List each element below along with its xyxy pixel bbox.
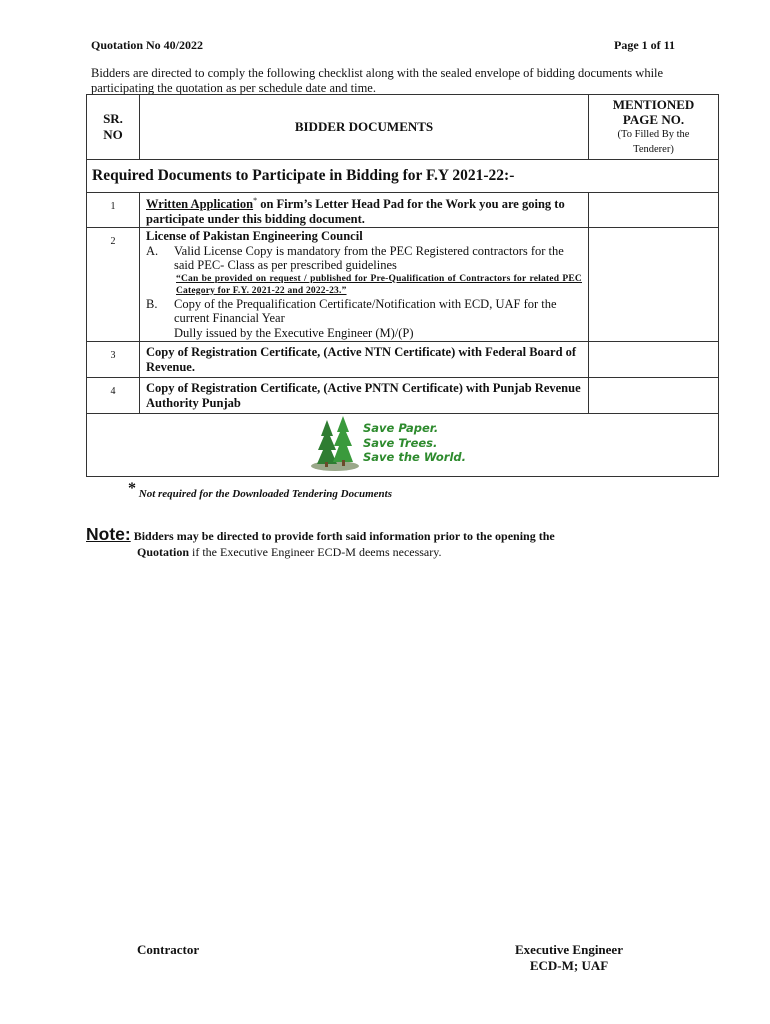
row-document: [140, 193, 589, 228]
logo-row: [87, 414, 719, 477]
quotation-number: Quotation No 40/2022: [91, 38, 204, 52]
item-text-continued: Dully issued by the Executive Engineer (M)/(P): [174, 325, 414, 340]
row-document: [140, 228, 589, 342]
note-line2: [137, 545, 441, 560]
row-sr: 3: [87, 342, 140, 378]
section-title-row: [87, 160, 719, 193]
col-page-note: (To Filled By the Tenderer): [617, 129, 690, 155]
save-paper-logo: [309, 414, 466, 472]
list-item: [146, 244, 582, 273]
row-document: Copy of Registration Certificate, (Active PNTN Certificate) with Punjab Revenue Authority Punjab: [140, 378, 589, 414]
page-number-cell[interactable]: [589, 342, 719, 378]
page-number-cell[interactable]: [589, 193, 719, 228]
note-label: Note:: [86, 524, 131, 544]
list-item: [146, 297, 582, 326]
note-quotation-word: Quotation: [137, 545, 190, 559]
row-sr: 4: [87, 378, 140, 414]
page-number-cell[interactable]: [589, 228, 719, 342]
table-header-row: [87, 95, 719, 160]
intro-text: Bidders are directed to comply the following checklist along with the sealed envelope of bidding documents while participating the quotation as per schedule date and time.: [91, 66, 664, 95]
logo-slogan: Save Paper. Save Trees. Save the World.: [362, 421, 466, 465]
page-number-cell[interactable]: [589, 378, 719, 414]
item-letter: A.: [146, 243, 159, 258]
col-page-title: MENTIONED PAGE NO.: [612, 97, 695, 127]
note-line1: Bidders may be directed to provide forth said information prior to the opening the: [130, 529, 555, 543]
asterisk-mark: *: [253, 196, 258, 205]
row-sr: 1: [87, 193, 140, 228]
contractor-signature-label: Contractor: [137, 942, 200, 957]
table-row: [87, 378, 719, 414]
section-title: Required Documents to Participate in Bidding for F.Y 2021-22:-: [87, 160, 719, 193]
table-row: [87, 228, 719, 342]
item-text: Copy of the Prequalification Certificate/Notification with ECD, UAF for the current Financial Year: [174, 296, 557, 326]
table-row: [87, 193, 719, 228]
item-text: Valid License Copy is mandatory from the PEC Registered contractors for the said PEC- Class as per prescribed guidelines: [174, 243, 564, 273]
tree-icon: [309, 414, 361, 472]
col-docs-header: BIDDER DOCUMENTS: [140, 95, 589, 160]
row-sr: 2: [87, 228, 140, 342]
footnote-asterisk: *: [128, 480, 136, 497]
row-title: License of Pakistan Engineering Council: [146, 229, 363, 244]
executive-engineer-office: ECD-M; UAF: [529, 958, 609, 973]
executive-engineer-title: Executive Engineer: [515, 942, 623, 957]
row-document-text: on Firm’s Letter Head Pad for the Work you are going to participate under this bidding document.: [146, 197, 565, 226]
col-sr-header: SR. NO: [87, 95, 140, 160]
executive-engineer-signature: [505, 942, 633, 974]
page-number: Page 1 of 11: [614, 38, 675, 52]
logo-cell: [87, 414, 719, 477]
footnote: [128, 480, 392, 502]
note: [86, 526, 555, 545]
item-letter: B.: [146, 296, 158, 311]
checklist-table: [86, 94, 719, 477]
col-page-header: [589, 95, 719, 160]
footnote-text: Not required for the Downloaded Tendering Documents: [138, 488, 392, 500]
pec-quote: “Can be provided on request / published for Pre-Qualification of Contractors for related PEC Category for F.Y. 2021-22 and 2022-23.”: [176, 273, 582, 296]
note-line2-rest: if the Executive Engineer ECD-M deems necessary.: [189, 545, 442, 559]
written-application-label: Written Application: [146, 197, 254, 212]
row-document: Copy of Registration Certificate, (Active NTN Certificate) with Federal Board of Revenue.: [140, 342, 589, 378]
table-row: [87, 342, 719, 378]
